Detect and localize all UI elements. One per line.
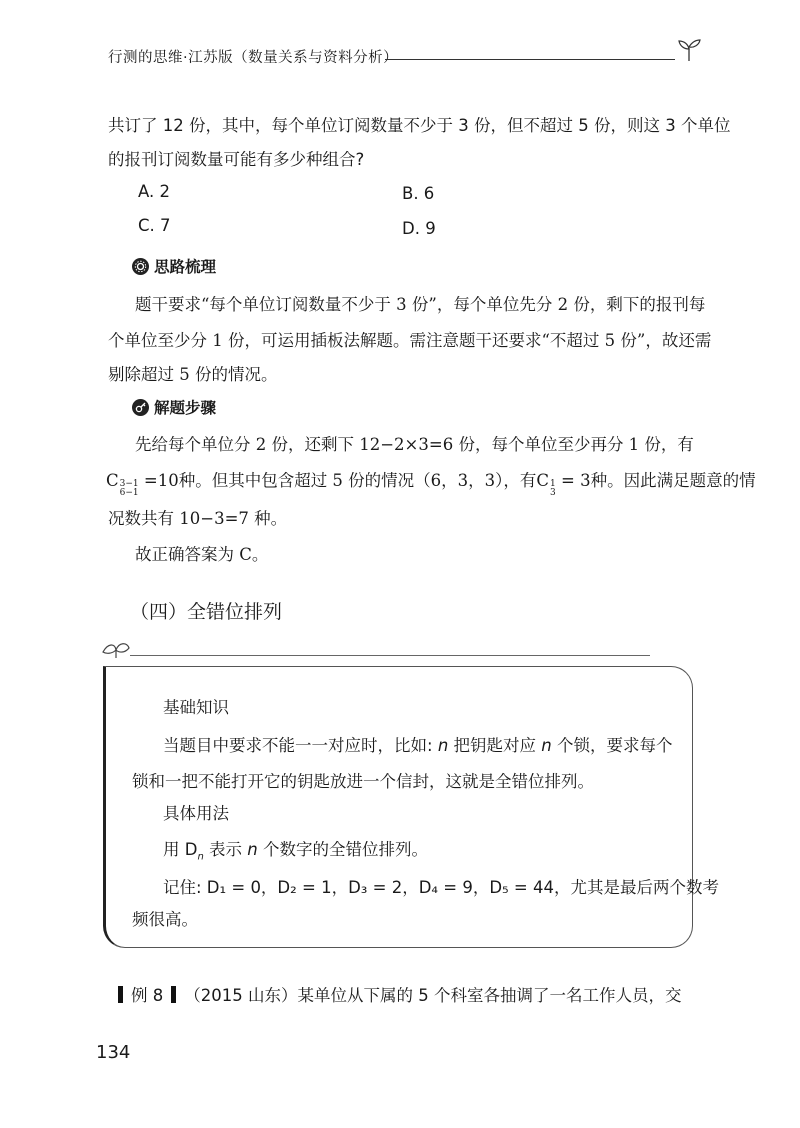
combination-sub-2: 3 [550,488,556,498]
box-p1-n2: n [541,736,552,755]
box-p1-part-b: 把钥匙对应 [448,736,542,755]
analysis-heading [132,255,216,277]
key-icon [132,399,149,416]
box-paragraph-3-line-1: 记住: D₁ = 0，D₂ = 1，D₃ = 2，D₄ = 9，D₅ = 44，尤其是最后两个数考 [163,878,719,897]
solution-heading [132,396,216,418]
box-p2-sub: n [197,851,204,863]
box-p1-part-c: 个锁，要求每个 [551,736,673,755]
box-p1-n: n [437,736,449,755]
page-number: 134 [96,1042,131,1063]
option-a: A. 2 [138,182,170,201]
analysis-heading-label: 思路梳理 [154,258,217,276]
example-label: 例 8 [131,986,164,1005]
question-line-2: 的报刊订阅数量可能有多少种组合? [108,150,365,169]
option-d: D. 9 [402,219,436,238]
box-p2-n: n [247,840,258,859]
box-p1-part-a: 当题目中要求不能一一对应时，比如: [163,736,438,755]
example-line [118,982,681,1006]
solution-line-2-part-a: =10种。但其中包含超过 5 份的情况（6，3，3），有C [138,471,550,490]
sprout-icon [676,36,702,62]
solution-heading-label: 解题步骤 [154,399,217,417]
option-b: B. 6 [402,184,435,203]
solution-line-3: 况数共有 10−3=7 种。 [108,509,288,528]
box-heading-basics: 基础知识 [163,698,229,717]
box-paragraph-2 [163,836,428,862]
box-top-rule [130,655,650,656]
subsection-title: （四）全错位排列 [130,601,283,623]
example-bar-right [171,986,176,1003]
solution-line-1: 先给每个单位分 2 份，还剩下 12−2×3=6 份，每个单位至少再分 1 份，有 [135,435,694,454]
example-text: （2015 山东）某单位从下属的 5 个科室各抽调了一名工作人员，交 [184,986,682,1005]
analysis-line-1: 题干要求“每个单位订阅数量不少于 3 份”，每个单位先分 2 份，剩下的报刊每 [135,295,706,314]
box-p2-part-c: 个数字的全错位排列。 [257,840,429,859]
sprout-icon [100,638,132,660]
box-heading-usage: 具体用法 [163,804,229,823]
running-header-title: 行测的思维·江苏版（数量关系与资料分析） [108,50,399,66]
header-rule [385,59,675,60]
answer-line: 故正确答案为 C。 [135,545,269,564]
question-line-1: 共订了 12 份，其中，每个单位订阅数量不少于 3 份，但不超过 5 份，则这 3 个单位 [108,116,731,135]
analysis-line-2: 个单位至少分 1 份，可运用插板法解题。需注意题干还要求“不超过 5 份”，故还需 [108,331,712,350]
box-p2-part-a: 用 D [163,840,198,859]
combination-sup: 3−1 [119,479,139,489]
example-bar-left [118,986,123,1003]
combination-sup-2: 1 [550,479,556,489]
box-paragraph-1-line-2: 锁和一把不能打开它的钥匙放进一个信封，这就是全错位排列。 [132,772,594,791]
gear-icon [132,258,149,275]
box-paragraph-1-line-1 [163,732,673,756]
box-paragraph-3-line-2: 频很高。 [132,910,198,929]
box-p2-part-b: 表示 [203,840,248,859]
solution-line-2 [106,467,756,498]
combination-symbol: C [106,471,119,490]
combination-sub: 6−1 [119,488,139,498]
analysis-line-3: 剔除超过 5 份的情况。 [108,365,278,384]
option-c: C. 7 [138,216,171,235]
solution-line-2-part-b: = 3种。因此满足题意的情 [555,471,756,490]
